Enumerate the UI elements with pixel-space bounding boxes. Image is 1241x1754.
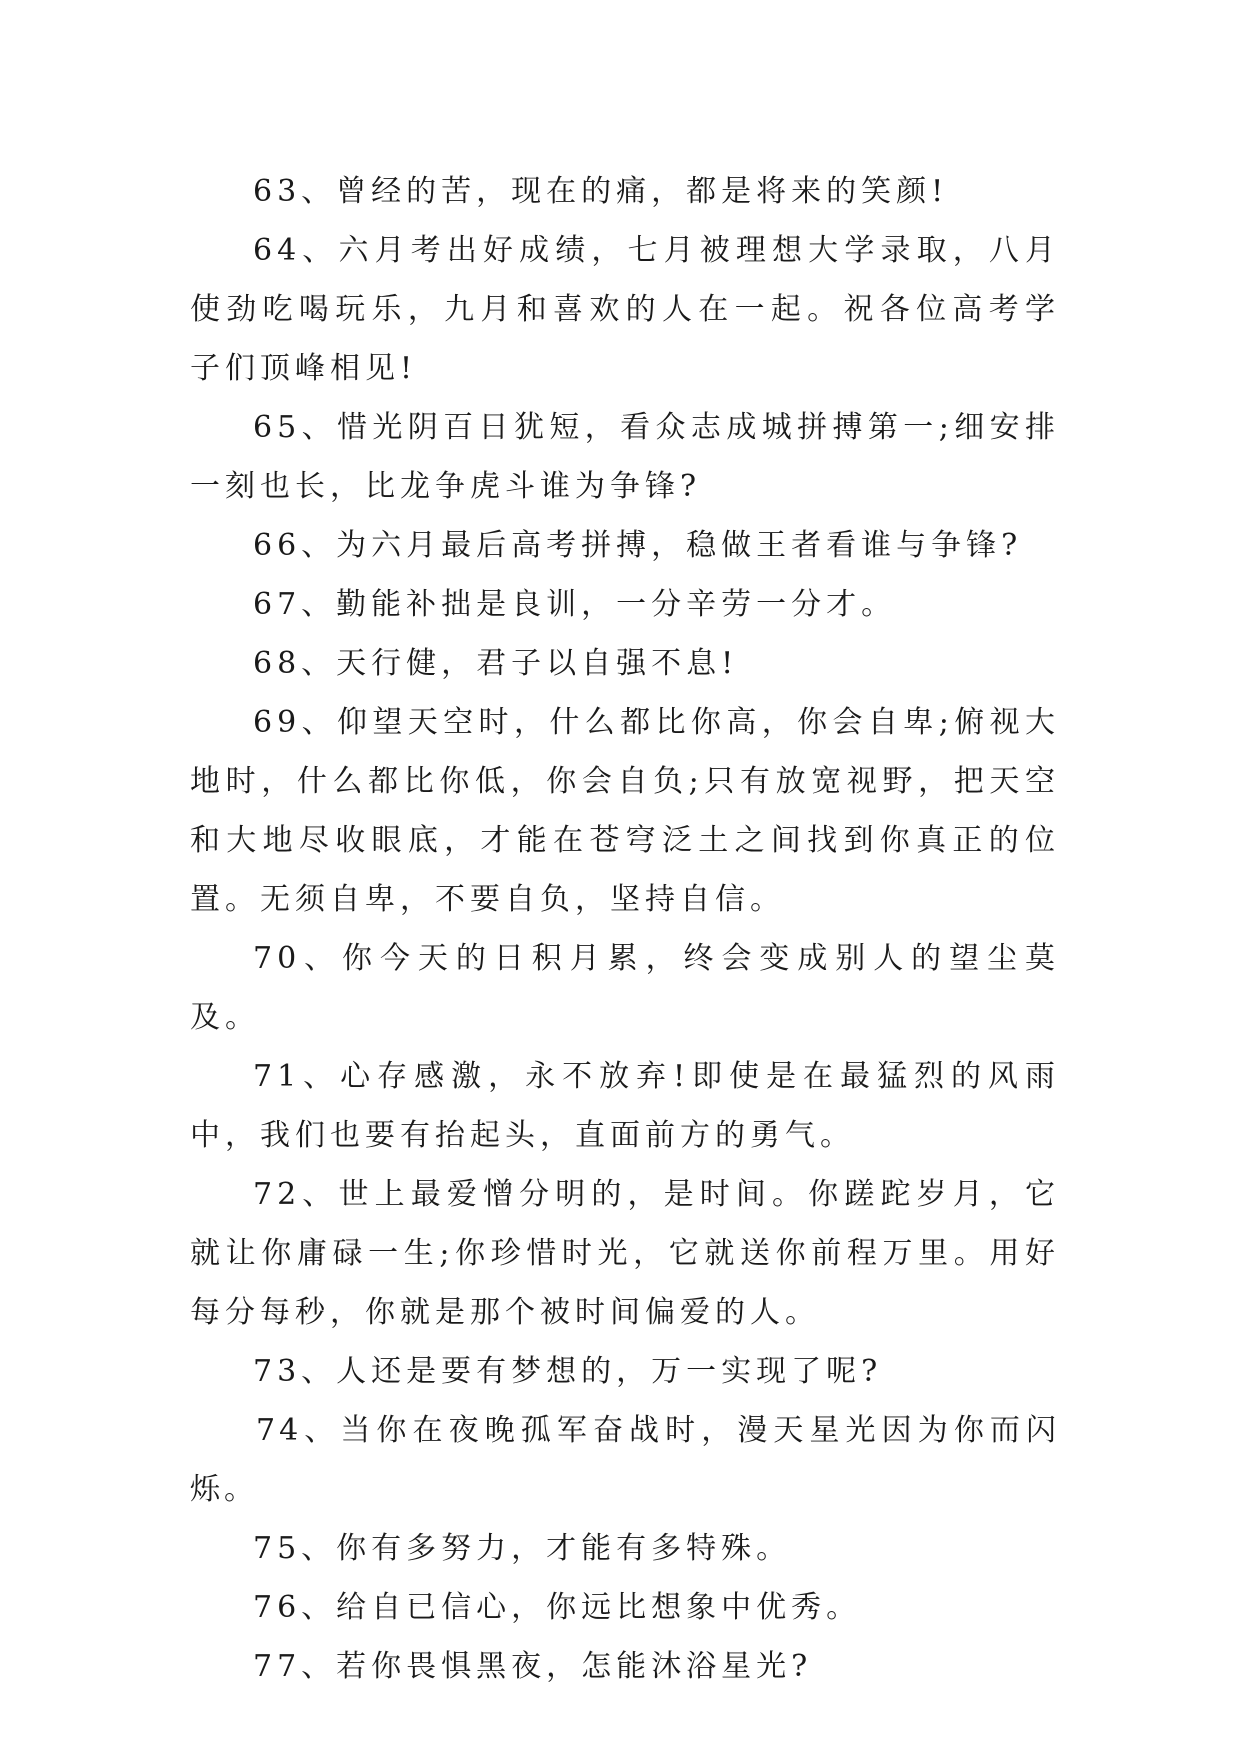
paragraph-69: 69、仰望天空时，什么都比你高，你会自卑;俯视大地时，什么都比你低，你会自负;只有放宽视野，把天空和大地尽收眼底，才能在苍穹泛土之间找到你真正的位置。无须自卑，不要自负，坚持自信。	[190, 705, 1060, 917]
paragraph-76: 76、给自已信心，你远比想象中优秀。	[253, 1590, 862, 1625]
paragraph-64: 64、六月考出好成绩，七月被理想大学录取，八月使劲吃喝玩乐，九月和喜欢的人在一起。祝各位高考学子们顶峰相见!	[190, 233, 1060, 386]
paragraph-63: 63、曾经的苦，现在的痛，都是将来的笑颜!	[253, 174, 949, 209]
paragraph-72: 72、世上最爱憎分明的，是时间。你蹉跎岁月，它就让你庸碌一生;你珍惜时光，它就送你前程万里。用好每分每秒，你就是那个被时间偏爱的人。	[190, 1177, 1060, 1330]
paragraph-75: 75、你有多努力，才能有多特殊。	[253, 1531, 792, 1566]
paragraph-74: 74、当你在夜晚孤军奋战时，漫天星光因为你而闪烁。	[190, 1413, 1060, 1507]
paragraph-77: 77、若你畏惧黑夜，怎能沐浴星光?	[253, 1649, 813, 1684]
paragraph-70: 70、你今天的日积月累，终会变成别人的望尘莫及。	[190, 941, 1060, 1035]
paragraph-67: 67、勤能补拙是良训，一分辛劳一分才。	[253, 587, 897, 622]
paragraph-65: 65、惜光阴百日犹短，看众志成城拼搏第一;细安排一刻也长，比龙争虎斗谁为争锋?	[190, 410, 1060, 504]
paragraph-71: 71、心存感激，永不放弃!即使是在最猛烈的风雨中，我们也要有抬起头，直面前方的勇气。	[190, 1059, 1060, 1153]
paragraph-68: 68、天行健，君子以自强不息!	[253, 646, 739, 681]
paragraph-66: 66、为六月最后高考拼搏，稳做王者看谁与争锋?	[253, 528, 1023, 563]
paragraph-73: 73、人还是要有梦想的，万一实现了呢?	[253, 1354, 883, 1389]
document-page	[190, 162, 1060, 1696]
